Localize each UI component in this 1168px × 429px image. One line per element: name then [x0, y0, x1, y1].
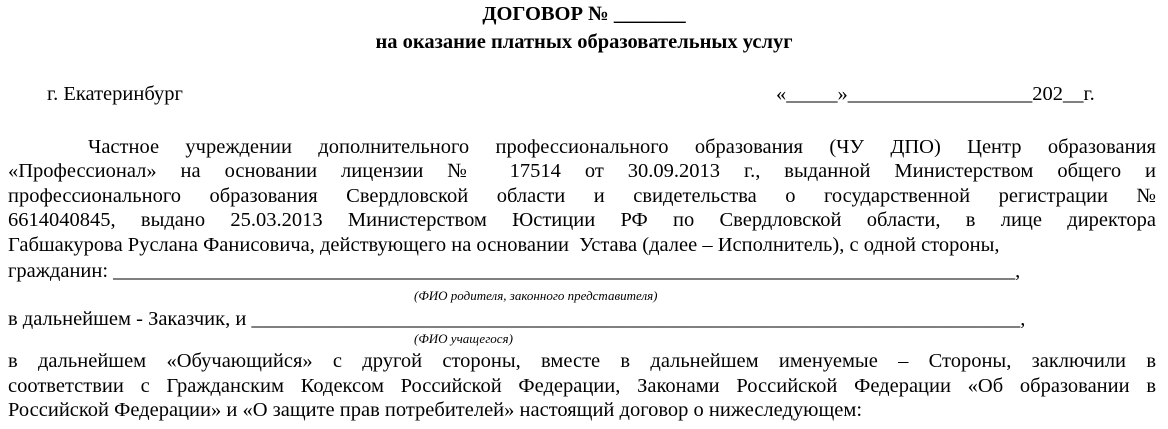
closing-line-3: Российской Федерации» и «О защите прав потребителей» настоящий договор о нижеследующем: [8, 399, 863, 421]
closing-line-1: в дальнейшем «Обучающийся» с другой стороны, вместе в дальнейшем именуемые – Стороны, заключили в [8, 350, 1156, 372]
city-label: г. Екатеринбург [47, 83, 183, 105]
intro-line-3: профессионального образования Свердловской области и свидетельства о государственной регистрации № [8, 185, 1156, 207]
intro-line-4: 6614040845, выдано 25.03.2013 Министерством Юстиции РФ по Свердловской области, в лице директора [8, 209, 1156, 231]
customer-name-field[interactable]: гражданин: ________________________________________________________________________________________, [8, 260, 1021, 282]
date-field[interactable]: «_____»__________________202__г. [776, 83, 1095, 105]
contract-subtitle: на оказание платных образовательных услуг [375, 31, 793, 53]
closing-line-2: соответствии с Гражданским Кодексом Российской Федерации, Законами Российской Федерации «Об образовании в [8, 375, 1156, 397]
intro-line-1: Частное учреждении дополнительного профессионального образования (ЧУ ДПО) Центр образования [88, 136, 1156, 158]
student-name-hint: (ФИО учащегося) [414, 331, 513, 346]
contract-title: ДОГОВОР № _______ [482, 3, 686, 25]
intro-line-2: «Профессионал» на основании лицензии № 17514 от 30.09.2013 г., выданной Министерством общего и [8, 160, 1156, 182]
student-name-field[interactable]: в дальнейшем - Заказчик, и ___________________________________________________________________________, [8, 308, 1026, 330]
customer-name-hint: (ФИО родителя, законного представителя) [414, 288, 658, 303]
intro-line-5: Габшакурова Руслана Фанисовича, действующего на основании Устава (далее – Исполнитель), с одной стороны, [8, 234, 1000, 256]
